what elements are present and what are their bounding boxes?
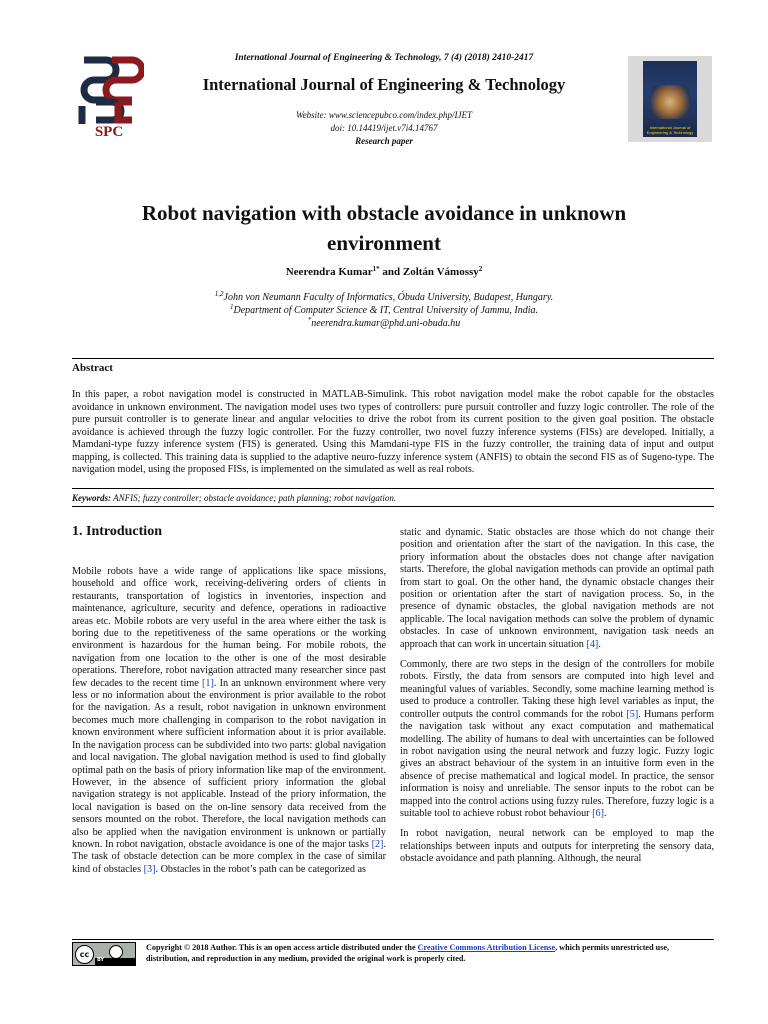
left-column [72, 566, 386, 884]
text-run: . Obstacles in the robot’s path can be categorized as [155, 863, 366, 875]
affiliation-1 [0, 292, 768, 303]
citation-link[interactable]: [1] [201, 677, 214, 689]
paragraph [400, 659, 714, 820]
text-run: . [604, 807, 607, 819]
text-run: Commonly, there are two steps in the design of the controllers for mobile robots. Firstly, the data from sensors are computed into high level and meaningful values of variables. Secondly, some machine learning method is used to produce a controller. Taking these high level variables as input, the controller outputs the control commands for the robot [400, 659, 714, 720]
author-name: Neerendra Kumar [285, 266, 373, 278]
paper-type: Research paper [355, 136, 413, 146]
paragraph [72, 566, 386, 876]
cc-by-license-badge[interactable] [72, 942, 136, 966]
section-heading-introduction: 1. Introduction [72, 524, 162, 539]
author-name: Zoltán Vámossy [402, 266, 479, 278]
text-run: static and dynamic. Static obstacles are those which do not change their position and orientation after the start of the navigation. In this case, the priory information about the obstacles does not change after navigation starts. Therefore, the global navigation methods can provide an optimal path from start to goal. On the other hand, the dynamic obstacle changes their position or orientation after the start of navigation process. So, in the presence of dynamic obstacles, the global navigation methods are not applicable. The local navigation methods can solve the problem of dynamic obstacles. In case of unknown environment, navigation task needs an approach that can work in uncertain situation [400, 527, 714, 650]
abstract-heading: Abstract [72, 362, 113, 374]
paragraph: In robot navigation, neural network can be employed to map the relationships between inputs and outputs for interpreting the sensory data, obstacle avoidance and path planning. Although, the neural [400, 828, 714, 865]
author-connector: and [379, 266, 403, 278]
footer-rule [72, 939, 714, 940]
creative-commons-icon: cc [75, 945, 94, 964]
citation-link[interactable]: [4] [586, 638, 599, 650]
keywords-text: ANFIS; fuzzy controller; obstacle avoidance; path planning; robot navigation. [113, 493, 397, 503]
text-run: . Humans perform the navigation task without any exact computation and mathematical modelling. The ability of humans to deal with uncertainties can be followed in robot navigation using the neural network and fuzzy logic. Fuzzy logic gives an abstract behaviour of the system in an intuitive form even in the absence of precise mathematical and logical model. In practice, the sensor information is noisy and unreliable. The sensor inputs to the robot can be mapped into the control actions using fuzzy rules. Therefore, fuzzy logic is a suitable tool to achieve robust robot behaviour [400, 708, 714, 819]
text-run: . The task of obstacle detection can be more complex in the case of similar kind of obstacles [72, 838, 386, 875]
attribution-person-icon [109, 945, 123, 959]
logo-text: SPC [94, 124, 124, 140]
abstract-body: In this paper, a robot navigation model is constructed in MATLAB-Simulink. This robot navigation model make the robot capable for the obstacles avoidance in unknown environment. The navigation model uses two types of controllers: pure pursuit controller and fuzzy logic controller. The role of the pure pursuit controller is to generate linear and angular velocities to drive the robot from its current position to the given goal position. The obstacle avoidance is achieved through the fuzzy logic controller. For the fuzzy controller, two novel fuzzy inference systems (FISs) are developed. Initially, a Mamdani-type fuzzy inference system (FIS) is generated. Using this Mamdani-type FIS in the fuzzy controller, the training data of input and output mapping, is collected. This training data is supplied to the adaptive neuro-fuzzy inference system (ANFIS) to obtain the second FIS as of Sugeno-type. The navigation model, using the proposed FISs, is implemented on the simulated as well as real robots. [72, 389, 714, 475]
affiliation-2 [0, 305, 768, 316]
copyright-text: Copyright © 2018 Author. This is an open access article distributed under the [146, 943, 418, 952]
copyright-text: , which permits unrestricted use, distribution, and reproduction in any medium, provided the original work is properly cited. [146, 943, 670, 963]
citation-link[interactable]: [5] [626, 708, 639, 720]
abstract-top-rule [72, 358, 714, 359]
abstract-bottom-rule [72, 488, 714, 489]
affiliation-superscript: 1 [230, 303, 234, 311]
journal-citation-line: International Journal of Engineering & Technology, 7 (4) (2018) 2410-2417 [234, 53, 534, 63]
right-column [400, 527, 714, 874]
author-superscript: 2 [478, 265, 483, 273]
author-superscript: 1* [372, 265, 380, 273]
journal-website: Website: www.sciencepubco.com/index.php/IJET [296, 110, 472, 120]
journal-title: International Journal of Engineering & Technology [202, 75, 566, 94]
email-text: neerendra.kumar@phd.uni-obuda.hu [311, 318, 461, 329]
affiliation-text: Department of Computer Science & IT, Central University of Jammu, India. [233, 305, 538, 316]
license-link[interactable]: Creative Commons Attribution License [417, 943, 556, 952]
badge-by-text: BY [97, 957, 105, 963]
affiliation-superscript: 1,2 [214, 290, 224, 298]
affiliation-text: John von Neumann Faculty of Informatics, Óbuda University, Budapest, Hungary. [223, 292, 554, 303]
author-line [0, 266, 768, 278]
text-run: . [598, 638, 601, 650]
cover-title: International Journal of Engineering & Technology [646, 125, 694, 135]
email-superscript: * [307, 316, 312, 324]
paper-title: Robot navigation with obstacle avoidance in unknown environment [141, 201, 627, 255]
citation-link[interactable]: [2] [371, 838, 384, 850]
text-run: Mobile robots have a wide range of applications like space missions, household and office work, receiving-delivering orders of clients in restaurants, transportation of logistics in inventories, inspection and maintenance, agriculture, security and defence, operations in radioactive areas etc. Mobile robots are very useful in the area where either the task is boring due to the repetitiveness of the same operations or the working environment is hazardous for the human being. For mobile robots, the navigation from one location to the other is one of the most desirable operations. Therefore, robot navigation attracted many researcher since past few decades to the recent time [72, 566, 386, 689]
corresponding-email [0, 318, 768, 329]
citation-link[interactable]: [3] [143, 863, 156, 875]
keywords [72, 493, 714, 503]
doi: doi: 10.14419/ijet.v7i4.14767 [330, 123, 438, 133]
keywords-label: Keywords: [72, 493, 111, 503]
keywords-rule [72, 506, 714, 507]
copyright-notice [146, 942, 714, 964]
paragraph [400, 527, 714, 651]
citation-link[interactable]: [6] [592, 807, 604, 819]
text-run: . In an unknown environment where very less or no information about the environment is prior available to the robot for the navigation. As a result, robot navigation in unknown environment becomes much more challenging in comparison to the robot navigation in known environment where sufficient information about it is prior available. In the navigation process can be subdivided into two parts: global navigation and local navigation. The global navigation method is used to find globally optimal path on the basis of priory information like map of the environment. However, in the absence of sufficient priory information the global navigation strategy is not applicable. Instead of the priory information, the local navigation is based on the on-line sensory data received from the sensors mounted on the robot. Therefore, the local navigation methods can also be applied when the navigation environment is unknown or partially known. In robot navigation, obstacle avoidance is one of the major tasks [72, 677, 386, 850]
